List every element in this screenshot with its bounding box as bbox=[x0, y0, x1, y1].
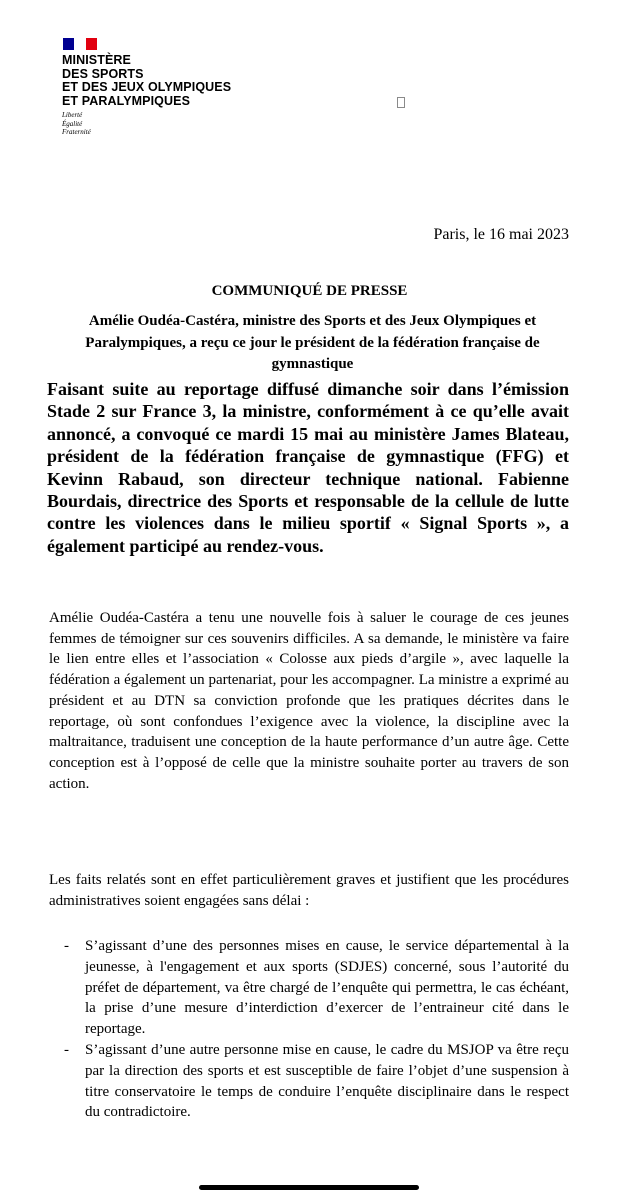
flag-red-band bbox=[86, 38, 97, 50]
home-indicator[interactable] bbox=[199, 1185, 419, 1190]
list-item bbox=[64, 1040, 569, 1123]
list-item bbox=[64, 936, 569, 1040]
body-paragraph: Les faits relatés sont en effet particulièrement graves et justifient que les procédures administratives soient engagées sans délai : bbox=[49, 872, 569, 909]
ministry-name-line: ET PARALYMPIQUES bbox=[62, 93, 191, 108]
ministry-name-line: DES SPORTS bbox=[62, 66, 144, 81]
flag-white-band bbox=[74, 38, 85, 50]
document-title: COMMUNIQUÉ DE PRESSE bbox=[211, 283, 408, 299]
french-flag-icon bbox=[63, 38, 97, 50]
document-subtitle: Amélie Oudéa-Castéra, ministre des Sports et des Jeux Olympiques et Paralympiques, a reçu ce jour le président de la fédération française de gymnastique bbox=[85, 313, 540, 372]
ministry-name-line: ET DES JEUX OLYMPIQUES bbox=[62, 80, 232, 94]
bullet-dash: - bbox=[64, 1041, 69, 1058]
motto-line: Liberté bbox=[62, 111, 83, 119]
list-item-text: S’agissant d’une autre personne mise en cause, le cadre du MSJOP va être reçu par la direction des sports et est susceptible de faire l’objet d’une suspension à titre conservatoire le temps de conduire l’enquête disciplinaire dans le respect du contradictoire. bbox=[85, 1041, 569, 1121]
measures-list bbox=[64, 936, 569, 1123]
list-item-text: S’agissant d’une des personnes mises en cause, le service départemental à la jeunesse, à l'engagement et aux sports (SDJES) concerné, sous l’autorité du préfet de département, va être chargé de l’enquête qui permettra, le cas échéant, la prise d’une mesure d’interdiction d’exercer de l’entraineur cité dans le reportage. bbox=[85, 938, 569, 1038]
flag-blue-band bbox=[63, 38, 74, 50]
missing-glyph-box bbox=[397, 97, 405, 108]
republic-motto bbox=[62, 111, 262, 137]
bullet-dash: - bbox=[64, 938, 69, 954]
lead-paragraph: Faisant suite au reportage diffusé dimanche soir dans l’émission Stade 2 sur France 3, la ministre, conformément à ce qu’elle avait annoncé, a convoqué ce mardi 15 mai au ministère James Blateau, président de la fédération française de gymnastique (FFG) et Kevinn Rabaud, son directeur technique national. Fabienne Bourdais, directrice des Sports et responsable de la cellule de lutte contre les violences dans le milieu sportif « Signal Sports », a également participé au rendez-vous. bbox=[47, 379, 569, 556]
motto-line: Fraternité bbox=[62, 128, 91, 136]
body-paragraph: Amélie Oudéa-Castéra a tenu une nouvelle fois à saluer le courage de ces jeunes femmes de témoigner sur ces souvenirs difficiles. A sa demande, le ministère va faire le lien entre elles et l’association « Colosse aux pieds d’argile », avec laquelle la fédération a également un partenariat, pour les accompagner. La ministre a exprimé au président et au DTN sa conviction profonde que les pratiques décrites dans le reportage, où sont confondues l’exigence avec la violence, la discipline avec la maltraitance, traduisent une conception de la haute performance d’un autre âge. Cette conception est à l’opposé de celle que la ministre souhaite porter au travers de son action. bbox=[49, 610, 569, 792]
motto-line: Égalité bbox=[62, 119, 83, 128]
ministry-name-line: MINISTÈRE bbox=[62, 53, 131, 67]
ministry-logo bbox=[62, 38, 262, 137]
ministry-name bbox=[62, 54, 262, 108]
document-date: Paris, le 16 mai 2023 bbox=[433, 226, 569, 243]
